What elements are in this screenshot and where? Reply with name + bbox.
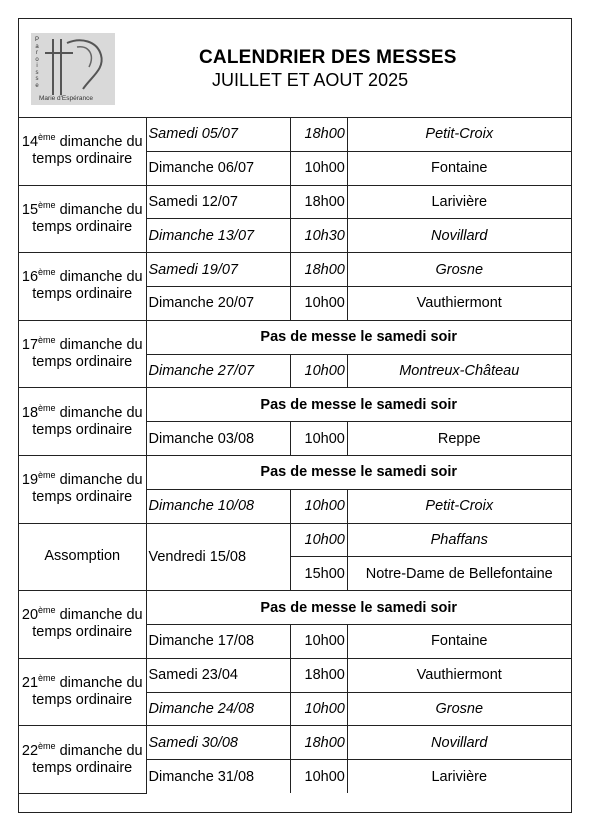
document-header bbox=[19, 19, 571, 118]
mass-time: 10h00 bbox=[290, 422, 347, 456]
mass-place: Petit-Croix bbox=[347, 118, 571, 152]
week-label-cell bbox=[19, 320, 146, 388]
logo-letter: a bbox=[35, 43, 39, 50]
mass-place: Fontaine bbox=[347, 151, 571, 185]
table-row bbox=[19, 185, 571, 219]
mass-time: 18h00 bbox=[290, 185, 347, 219]
week-label-cell bbox=[19, 253, 146, 321]
mass-place: Vauthiermont bbox=[347, 658, 571, 692]
mass-time: 10h00 bbox=[290, 523, 347, 557]
week-label-cell bbox=[19, 388, 146, 456]
mass-time: 10h00 bbox=[290, 354, 347, 388]
table-row bbox=[19, 591, 571, 625]
ordinal-suffix: ème bbox=[38, 267, 56, 278]
mass-place: Notre-Dame de Bellefontaine bbox=[347, 557, 571, 591]
week-label: dimanche du temps ordinaire bbox=[32, 337, 143, 371]
mass-time: 18h00 bbox=[290, 253, 347, 287]
page-subtitle: JUILLET ET AOUT 2025 bbox=[212, 70, 409, 90]
ordinal-suffix: ème bbox=[38, 673, 56, 684]
logo-letter: e bbox=[35, 82, 39, 89]
mass-day: Dimanche 03/08 bbox=[146, 422, 290, 456]
mass-place: Grosne bbox=[347, 253, 571, 287]
week-label-cell bbox=[19, 455, 146, 523]
mass-place: Montreux-Château bbox=[347, 354, 571, 388]
week-number: 21 bbox=[21, 675, 39, 692]
table-row bbox=[19, 320, 571, 354]
week-label-cell bbox=[19, 658, 146, 726]
mass-schedule-table bbox=[19, 117, 571, 794]
logo-letter: r bbox=[36, 50, 38, 56]
mass-day: Samedi 12/07 bbox=[146, 185, 290, 219]
parish-logo bbox=[31, 33, 115, 105]
no-mass-notice: Pas de messe le samedi soir bbox=[146, 320, 571, 354]
week-number: 14 bbox=[21, 134, 39, 151]
mass-place: Novillard bbox=[347, 726, 571, 760]
ordinal-suffix: ème bbox=[38, 740, 56, 751]
no-mass-notice: Pas de messe le samedi soir bbox=[146, 591, 571, 625]
mass-time: 18h00 bbox=[290, 118, 347, 152]
week-label: dimanche du temps ordinaire bbox=[32, 404, 143, 438]
mass-day: Dimanche 13/07 bbox=[146, 219, 290, 253]
mass-day: Vendredi 15/08 bbox=[146, 523, 290, 591]
mass-day: Samedi 30/08 bbox=[146, 726, 290, 760]
table-row bbox=[19, 726, 571, 760]
mass-day: Dimanche 06/07 bbox=[146, 151, 290, 185]
week-number: 19 bbox=[21, 472, 39, 489]
week-label: dimanche du temps ordinaire bbox=[32, 472, 143, 506]
week-label-cell bbox=[19, 185, 146, 253]
mass-day: Dimanche 17/08 bbox=[146, 624, 290, 658]
week-label: dimanche du temps ordinaire bbox=[32, 675, 143, 709]
ordinal-suffix: ème bbox=[38, 402, 56, 413]
mass-time: 15h00 bbox=[290, 557, 347, 591]
table-row bbox=[19, 388, 571, 422]
mass-place: Reppe bbox=[347, 422, 571, 456]
week-number: 20 bbox=[21, 607, 39, 624]
week-label-cell bbox=[19, 726, 146, 794]
ordinal-suffix: ème bbox=[38, 605, 56, 616]
week-label: dimanche du temps ordinaire bbox=[32, 269, 143, 303]
mass-place: Petit-Croix bbox=[347, 489, 571, 523]
mass-place: Grosne bbox=[347, 692, 571, 726]
week-label: dimanche du temps ordinaire bbox=[32, 742, 143, 776]
mass-time: 10h00 bbox=[290, 624, 347, 658]
ordinal-suffix: ème bbox=[38, 132, 56, 143]
week-label-cell bbox=[19, 118, 146, 186]
mass-time: 10h00 bbox=[290, 151, 347, 185]
logo-vertical-text bbox=[33, 37, 41, 89]
mass-day: Samedi 19/07 bbox=[146, 253, 290, 287]
mass-place: Vauthiermont bbox=[347, 286, 571, 320]
mass-time: 10h00 bbox=[290, 692, 347, 726]
logo-letter: s bbox=[35, 76, 39, 82]
mass-day: Dimanche 27/07 bbox=[146, 354, 290, 388]
mass-day: Dimanche 24/08 bbox=[146, 692, 290, 726]
week-number: 17 bbox=[21, 337, 39, 354]
table-row bbox=[19, 523, 571, 557]
calendar-document bbox=[18, 18, 572, 813]
week-number: 15 bbox=[21, 201, 39, 218]
table-row bbox=[19, 658, 571, 692]
mass-day: Dimanche 20/07 bbox=[146, 286, 290, 320]
ordinal-suffix: ème bbox=[38, 470, 56, 481]
mass-day: Samedi 23/04 bbox=[146, 658, 290, 692]
week-number: 22 bbox=[21, 742, 39, 759]
week-label: dimanche du temps ordinaire bbox=[32, 201, 143, 235]
week-number: 18 bbox=[21, 404, 39, 421]
mass-time: 10h00 bbox=[290, 489, 347, 523]
table-row bbox=[19, 455, 571, 489]
mass-place: Novillard bbox=[347, 219, 571, 253]
table-row bbox=[19, 118, 571, 152]
mass-time: 18h00 bbox=[290, 658, 347, 692]
week-label: dimanche du temps ordinaire bbox=[32, 607, 143, 641]
table-row bbox=[19, 253, 571, 287]
logo-letter: o bbox=[35, 56, 39, 63]
ordinal-suffix: ème bbox=[38, 200, 56, 211]
feast-label: Assomption bbox=[44, 548, 121, 565]
week-number: 16 bbox=[21, 269, 39, 286]
logo-letter: i bbox=[36, 63, 38, 69]
mass-place: Fontaine bbox=[347, 624, 571, 658]
mass-place: Larivière bbox=[347, 760, 571, 794]
week-label-cell bbox=[19, 591, 146, 659]
mass-time: 10h00 bbox=[290, 286, 347, 320]
ordinal-suffix: ème bbox=[38, 335, 56, 346]
week-label-cell bbox=[19, 523, 146, 591]
week-label: dimanche du temps ordinaire bbox=[32, 134, 143, 168]
mass-day: Samedi 05/07 bbox=[146, 118, 290, 152]
logo-caption: Marie d'Espérance bbox=[39, 95, 93, 102]
mass-time: 18h00 bbox=[290, 726, 347, 760]
mass-day: Dimanche 10/08 bbox=[146, 489, 290, 523]
mass-place: Larivière bbox=[347, 185, 571, 219]
no-mass-notice: Pas de messe le samedi soir bbox=[146, 388, 571, 422]
page-title: CALENDRIER DES MESSES bbox=[199, 47, 457, 68]
logo-letter: P bbox=[34, 37, 39, 43]
no-mass-notice: Pas de messe le samedi soir bbox=[146, 455, 571, 489]
mass-time: 10h30 bbox=[290, 219, 347, 253]
mass-time: 10h00 bbox=[290, 760, 347, 794]
mass-place: Phaffans bbox=[347, 523, 571, 557]
mass-day: Dimanche 31/08 bbox=[146, 760, 290, 794]
logo-letter: s bbox=[35, 69, 39, 76]
